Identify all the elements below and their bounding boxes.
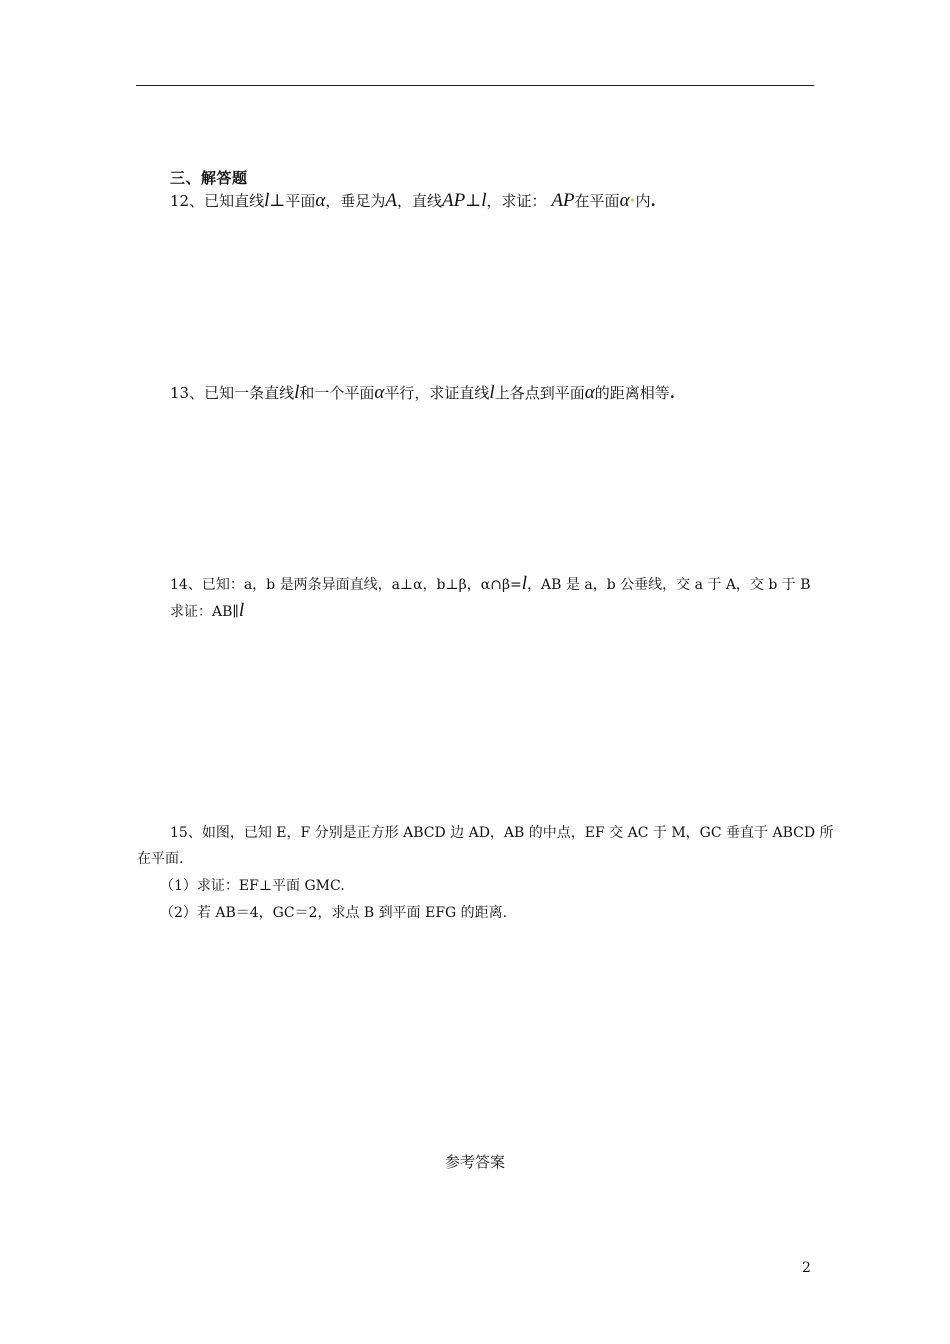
question-12 xyxy=(170,190,656,213)
q14-math-l-2: l xyxy=(238,600,245,621)
q14-text-1: 14、已知：a，b 是两条异面直线，a⊥α，b⊥β，α∩β= xyxy=(170,577,522,593)
q12-text-2: 平面 xyxy=(285,192,316,210)
q14-text-3: 求证：AB∥ xyxy=(170,604,239,620)
q15-text-2: 在平面. xyxy=(137,851,184,867)
q13-text-1: 已知一条直线 xyxy=(204,384,295,402)
q13-math-alpha: α xyxy=(374,382,385,403)
q12-math-l-2: l xyxy=(481,190,487,211)
q13-math-alpha-2: α xyxy=(584,382,595,403)
q12-math-ap-2: AP xyxy=(551,190,575,211)
q12-perp-2: ⊥ xyxy=(465,191,482,210)
q12-text-3: ，垂足为 xyxy=(325,192,386,210)
q12-text-1: 已知直线 xyxy=(204,192,265,210)
question-14-line-2 xyxy=(170,600,244,623)
answers-heading: 参考答案 xyxy=(444,1153,505,1171)
q12-math-ap: AP xyxy=(442,190,466,211)
q12-math-alpha: α xyxy=(315,190,326,211)
question-13 xyxy=(170,382,675,404)
q12-math-a: A xyxy=(385,190,398,211)
q14-text-2: ，AB 是 a，b 公垂线，交 a 于 A，交 b 于 B xyxy=(527,577,811,593)
section-title: 三、解答题 xyxy=(170,169,248,187)
q12-text-7: 内 xyxy=(635,192,651,210)
q12-end: . xyxy=(650,192,656,210)
anchor-dot-icon: • xyxy=(629,196,636,207)
q12-text-4: ，直线 xyxy=(397,192,443,210)
q13-text-2: 和一个平面 xyxy=(299,384,375,402)
q12-text-6: 在平面 xyxy=(574,192,620,210)
q12-number: 12、 xyxy=(170,192,205,210)
q12-perp: ⊥ xyxy=(269,191,286,210)
question-14-line-1 xyxy=(170,573,811,596)
question-15-line-2 xyxy=(137,848,183,870)
q12-math-alpha-2: α xyxy=(619,190,630,211)
header-rule xyxy=(136,85,814,86)
question-15-part-1 xyxy=(160,875,345,897)
q12-math-l: l xyxy=(264,190,270,211)
q13-end: . xyxy=(669,384,675,402)
q13-math-l-2: l xyxy=(489,382,495,403)
q13-math-l: l xyxy=(294,382,300,403)
q13-text-5: 的距离相等 xyxy=(594,384,670,402)
q13-text-4: 上各点到平面 xyxy=(494,384,585,402)
question-15-line-1 xyxy=(170,822,834,844)
q12-text-5: ，求证： xyxy=(486,192,547,210)
q15-part-2-text: （2）若 AB＝4，GC＝2，求点 B 到平面 EFG 的距离. xyxy=(160,905,508,921)
q13-number: 13、 xyxy=(170,384,205,402)
page-number: 2 xyxy=(802,1260,811,1276)
q14-math-l: l xyxy=(521,573,528,594)
question-15-part-2 xyxy=(160,902,507,924)
q15-part-1-text: （1）求证：EF⊥平面 GMC. xyxy=(160,878,345,894)
q15-text-1: 15、如图，已知 E，F 分别是正方形 ABCD 边 AD，AB 的中点，EF 交 AC 于 M，GC 垂直于 ABCD 所 xyxy=(170,825,834,841)
q13-text-3: 平行，求证直线 xyxy=(384,384,490,402)
